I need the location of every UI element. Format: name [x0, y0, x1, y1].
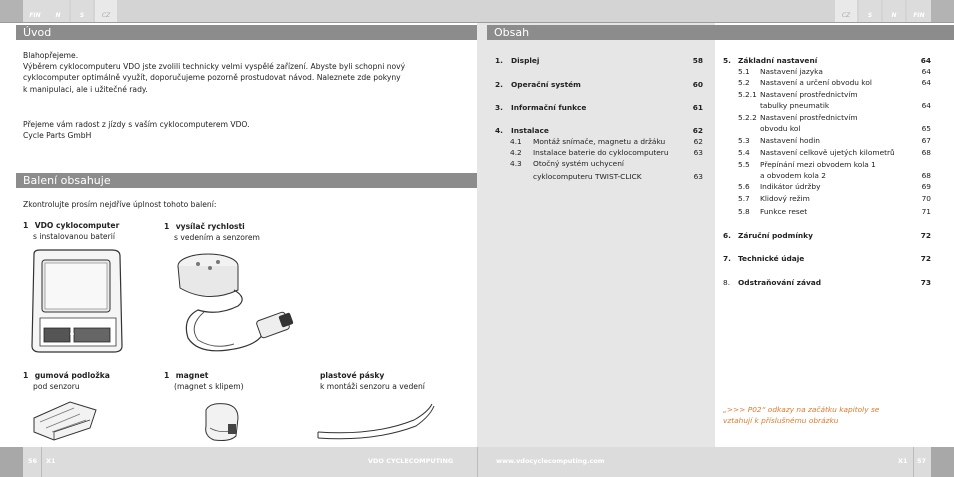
- item-name: magnet: [175, 371, 209, 380]
- footer-cap-left: [0, 447, 23, 477]
- toc-page: 60: [692, 80, 703, 89]
- toc-page: 73: [920, 278, 931, 287]
- package-intro: Zkontrolujte prosím nejdříve úplnost tohoto balení:: [23, 200, 217, 209]
- item-qty: 1: [23, 221, 29, 230]
- toc-label: cyklocomputeru TWIST-CLICK: [533, 172, 642, 181]
- toc-page: 67: [921, 136, 931, 145]
- toc-label: obvodu kol: [760, 124, 801, 133]
- toc-page: 63: [693, 148, 703, 157]
- toc-num: 4.1: [510, 137, 522, 146]
- toc-label: Montáž snímače, magnetu a držáku: [533, 137, 666, 146]
- toc-num: 5.2: [738, 78, 750, 87]
- toc-page: 64: [920, 56, 931, 65]
- tab-cap-right: [931, 0, 954, 22]
- toc-label: Instalace: [511, 126, 549, 135]
- item-name: gumová podložka: [34, 371, 110, 380]
- toc-label: Nastavení hodin: [760, 136, 820, 145]
- rubber-pad-illustration: [30, 398, 98, 442]
- footer-divider: [41, 447, 42, 477]
- right-page-number: 57: [917, 457, 927, 465]
- toc-num: 5.4: [738, 148, 750, 157]
- speed-transmitter-illustration: [168, 246, 300, 356]
- item-qty: 1: [164, 371, 170, 380]
- toc-num: 5.7: [738, 194, 750, 203]
- toc-num: 6.: [723, 231, 731, 240]
- toc-page: 69: [921, 182, 931, 191]
- wish-line: Přejeme vám radost z jízdy s vaším cyklocomputerem VDO.: [23, 120, 250, 129]
- toc-label: Indikátor údržby: [760, 182, 821, 191]
- toc-label: Přepínání mezi obvodem kola 1: [760, 160, 876, 169]
- intro-line: Blahopřejeme.: [23, 51, 79, 60]
- toc-page: 70: [921, 194, 931, 203]
- item-sub: s vedením a senzorem: [174, 233, 260, 243]
- left-model-code: X1: [46, 457, 56, 465]
- reference-note: [723, 405, 943, 426]
- reference-note-line: „>>> P02“ odkazy na začátku kapitoly se: [723, 405, 880, 414]
- lang-tab-cz-right[interactable]: CZ: [835, 0, 857, 22]
- toc-num: 4.: [495, 126, 503, 135]
- toc-label: Nastavení prostřednictvím: [760, 113, 858, 122]
- toc-page: 72: [920, 254, 931, 263]
- toc-label: Základní nastavení: [738, 56, 818, 65]
- wish-line: Cycle Parts GmbH: [23, 131, 92, 141]
- intro-line: cyklocomputer optimálně využít, doporučujeme pozorně prostudovat návod. Naleznete zde pokyny: [23, 73, 401, 83]
- toc-page: 71: [921, 207, 931, 216]
- lang-tab-n-left[interactable]: N: [47, 0, 69, 22]
- toc-page: 64: [921, 67, 931, 76]
- toc-label: Informační funkce: [511, 103, 587, 112]
- toc-page: 72: [920, 231, 931, 240]
- toc-num: 3.: [495, 103, 503, 112]
- intro-line: k manipulaci, ale i užitečné rady.: [23, 84, 148, 94]
- toc-label: tabulky pneumatik: [760, 101, 830, 110]
- item-sub: pod senzoru: [33, 382, 80, 392]
- website-link[interactable]: www.vdocyclecomputing.com: [496, 457, 605, 465]
- toc-num: 7.: [723, 254, 731, 263]
- toc-num: 5.5: [738, 160, 750, 169]
- toc-num: 5.8: [738, 207, 750, 216]
- item-cyclocomputer: [23, 220, 119, 242]
- top-bar: [0, 0, 954, 22]
- toc-label: Nastavení celkově ujetých kilometrů: [760, 148, 895, 157]
- toc-num: 8.: [723, 278, 731, 287]
- intro-text: [23, 50, 463, 95]
- toc-label: Technické údaje: [738, 254, 805, 263]
- package-header: Balení obsahuje: [16, 173, 477, 188]
- tab-cap-left: [0, 0, 23, 22]
- toc-page: 64: [921, 78, 931, 87]
- left-page-number: 56: [28, 457, 38, 465]
- lang-tab-fin-left[interactable]: FIN: [23, 0, 47, 22]
- brand-text: VDO CYCLECOMPUTING: [368, 457, 454, 465]
- toc-page: 63: [693, 172, 703, 181]
- toc-label: Displej: [511, 56, 540, 65]
- plastic-ties-illustration: [314, 402, 436, 442]
- toc-num: 4.3: [510, 159, 522, 168]
- toc-label: a obvodem kola 2: [760, 171, 826, 180]
- cyclocomputer-illustration: [24, 248, 130, 354]
- toc-num: 5.1: [738, 67, 750, 76]
- item-name: plastové pásky: [320, 371, 385, 380]
- toc-page: 64: [921, 101, 931, 110]
- toc-num: 5.3: [738, 136, 750, 145]
- wish-text: [23, 119, 463, 141]
- toc-num: 2.: [495, 80, 503, 89]
- lang-tab-s-right[interactable]: S: [859, 0, 881, 22]
- item-plastic-ties: [320, 370, 425, 392]
- footer-divider: [477, 447, 478, 477]
- toc-label: Záruční podmínky: [738, 231, 813, 240]
- item-qty: 1: [23, 371, 29, 380]
- toc-num: 4.2: [510, 148, 522, 157]
- toc-label: Nastavení a určení obvodu kol: [760, 78, 872, 87]
- toc-label: Otočný systém uchycení: [533, 159, 624, 168]
- toc-label: Nastavení prostřednictvím: [760, 90, 858, 99]
- toc-page: 65: [921, 124, 931, 133]
- toc-label: Nastavení jazyka: [760, 67, 823, 76]
- toc-num: 5.2.1: [738, 90, 757, 99]
- toc-column-2: [723, 55, 931, 295]
- intro-header: Úvod: [16, 25, 477, 40]
- item-name: vysílač rychlosti: [175, 222, 245, 231]
- toc-page: 68: [921, 148, 931, 157]
- toc-page: 62: [693, 137, 703, 146]
- toc-num: 5.6: [738, 182, 750, 191]
- toc-page: 68: [921, 171, 931, 180]
- toc-num: 5.2.2: [738, 113, 757, 122]
- item-rubber-pad: [23, 370, 110, 392]
- item-speed-transmitter: [164, 221, 260, 243]
- toc-label: Odstraňování závad: [738, 278, 822, 287]
- toc-header: Obsah: [487, 25, 954, 40]
- toc-num: 1.: [495, 56, 503, 65]
- toc-label: Instalace baterie do cyklocomputeru: [533, 148, 669, 157]
- item-sub: s instalovanou baterií: [33, 232, 115, 242]
- reference-note-line: vztahují k příslušnému obrázku: [723, 415, 839, 425]
- item-magnet: [164, 370, 244, 392]
- toc-num: 5.: [723, 56, 731, 65]
- toc-column-1: [495, 55, 703, 185]
- toc-page: 62: [692, 126, 703, 135]
- footer-cap-right: [931, 447, 954, 477]
- intro-line: Výběrem cyklocomputeru VDO jste zvolili technicky velmi vyspělé zařízení. Abyste byli schopni nový: [23, 62, 406, 72]
- item-name: VDO cyklocomputer: [34, 221, 120, 230]
- lang-tab-s-left[interactable]: S: [71, 0, 93, 22]
- right-model-code: X1: [898, 457, 908, 465]
- toc-label: Operační systém: [511, 80, 581, 89]
- lang-tab-n-right[interactable]: N: [883, 0, 905, 22]
- toc-label: Funkce reset: [760, 207, 808, 216]
- toc-label: Klidový režim: [760, 194, 810, 203]
- magnet-illustration: [200, 400, 244, 444]
- item-sub: (magnet s klipem): [174, 382, 244, 392]
- lang-tab-fin-right[interactable]: FIN: [907, 0, 931, 22]
- lang-tab-cz-left[interactable]: CZ: [95, 0, 117, 22]
- toc-page: 61: [692, 103, 703, 112]
- footer-divider: [913, 447, 914, 477]
- item-sub: k montáži senzoru a vedení: [320, 382, 425, 392]
- toc-page: 58: [692, 56, 703, 65]
- item-qty: 1: [164, 222, 170, 231]
